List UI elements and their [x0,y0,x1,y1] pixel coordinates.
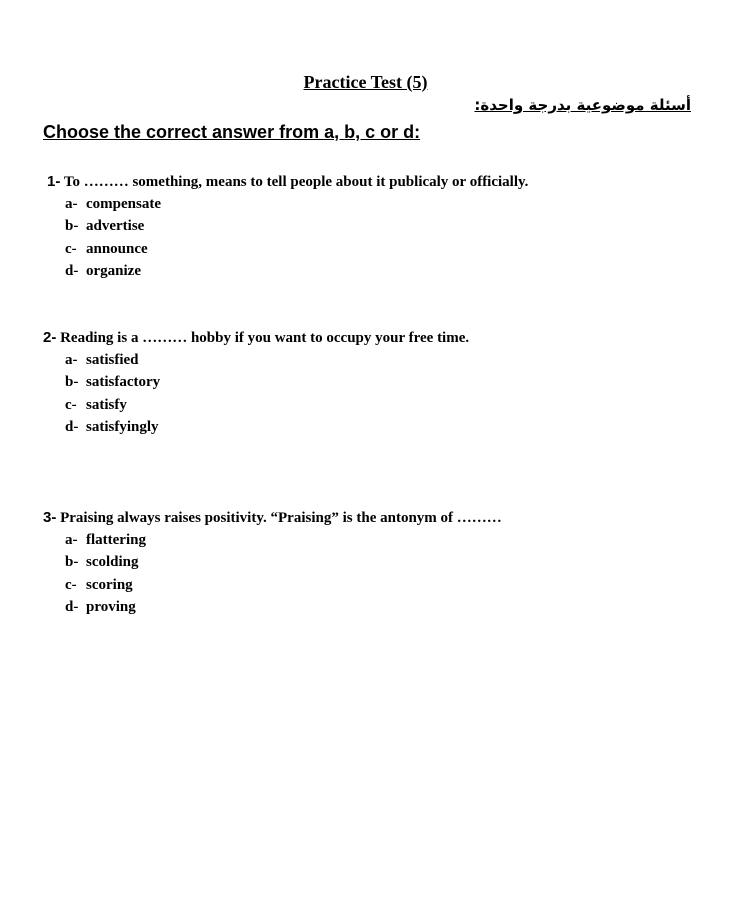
answer-option-d[interactable] [65,416,703,438]
option-text: proving [86,598,136,615]
instruction-heading: Choose the correct answer from a, b, c or d: [43,122,421,142]
answer-options [43,193,703,282]
option-letter: c- [65,240,77,257]
option-letter: c- [65,396,77,413]
page-title: Practice Test (5) [303,72,428,92]
option-letter: c- [65,576,77,593]
option-text: advertise [86,218,145,235]
option-text: scolding [86,554,139,571]
answer-options [43,349,703,438]
option-text: satisfactory [86,374,161,391]
option-letter: d- [65,598,79,615]
answer-option-b[interactable] [65,551,703,573]
answer-option-b[interactable] [65,371,703,393]
answer-option-a[interactable] [65,529,703,551]
option-text: flattering [86,532,146,548]
answer-option-c[interactable] [65,574,703,596]
option-letter: a- [65,532,78,548]
answer-option-d[interactable] [65,260,703,282]
answer-options [43,529,703,618]
option-letter: d- [65,262,79,279]
question-prompt: Praising always raises positivity. “Praising” is the antonym of ……… [60,510,502,526]
question-3 [43,507,703,618]
question-2 [43,327,703,438]
question-number: 3- [43,509,57,526]
option-text: announce [86,240,148,257]
answer-option-d[interactable] [65,596,703,618]
question-number: 1- [47,173,61,190]
answer-option-c[interactable] [65,394,703,416]
answer-option-c[interactable] [65,238,703,260]
section-heading-arabic: أسئلة موضوعية بدرجة واحدة: [474,96,691,114]
option-text: satisfied [86,352,139,368]
option-letter: b- [65,554,79,571]
option-text: scoring [86,576,133,593]
option-letter: a- [65,352,78,368]
option-letter: b- [65,374,79,391]
answer-option-b[interactable] [65,215,703,237]
question-1 [43,171,703,282]
question-text [43,327,703,349]
option-letter: b- [65,218,79,235]
option-letter: a- [65,196,78,212]
question-text [43,507,703,529]
option-text: satisfyingly [86,418,159,435]
question-prompt: To ……… something, means to tell people about it publicaly or officially. [63,174,529,190]
answer-option-a[interactable] [65,349,703,371]
option-text: satisfy [86,396,127,413]
option-text: organize [86,262,141,279]
question-prompt: Reading is a ……… hobby if you want to occupy your free time. [60,330,470,346]
question-number: 2- [43,329,57,346]
question-text [43,171,703,193]
answer-option-a[interactable] [65,193,703,215]
option-text: compensate [86,196,161,212]
option-letter: d- [65,418,79,435]
